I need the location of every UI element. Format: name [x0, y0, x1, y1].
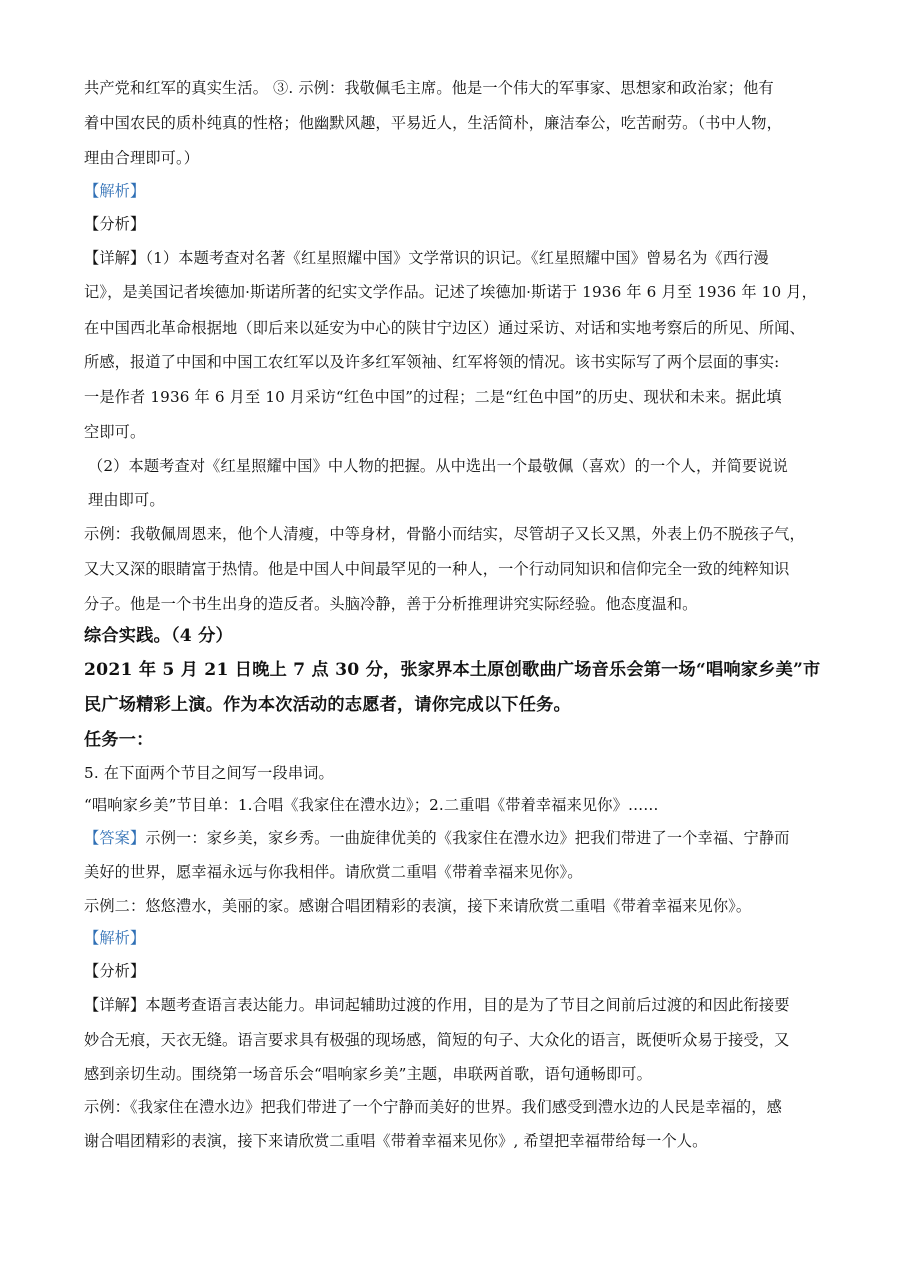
text-line: [84, 248, 844, 268]
text-line: [84, 995, 844, 1015]
detail-tag: 【详解】: [84, 249, 146, 267]
question-text: 5. 在下面两个节目之间写一段串词。: [84, 764, 334, 782]
text-line: 妙合无痕，天衣无缝。语言要求具有极强的现场感，简短的句子、大众化的语言，既便听众易于接受，又: [84, 1031, 790, 1049]
section-heading: 综合实践。（4 分）: [84, 626, 233, 646]
text-span: 示例一：家乡美，家乡秀。一曲旋律优美的《我家住在澧水边》把我们带进了一个幸福、宁静而: [145, 829, 790, 847]
text-line: （2）本题考查对《红星照耀中国》中人物的把握。从中选出一个最敬佩（喜欢）的一个人，并简要说说: [88, 457, 788, 475]
detail-tag: 【详解】: [84, 996, 146, 1014]
text-line: 所感，报道了中国和中国工农红军以及许多红军领袖、红军将领的情况。该书实际写了两个层面的事实:: [84, 353, 780, 371]
text-span: 本题考查语言表达能力。串词起辅助过渡的作用，目的是为了节目之间前后过渡的和因此衔接要: [145, 996, 790, 1014]
answer-tag: 【答案】: [84, 829, 146, 847]
text-line: 在中国西北革命根据地（即后来以延安为中心的陕甘宁边区）通过采访、对话和实地考察后的所见、所闻、: [84, 319, 805, 337]
text-line: 分子。他是一个书生出身的造反者。头脑冷静，善于分析推理讲究实际经验。他态度温和。: [84, 595, 698, 613]
task-intro: 2021 年 5 月 21 日晚上 7 点 30 分，张家界本土原创歌曲广场音乐会第一场“唱响家乡美”市: [84, 660, 821, 680]
text-line: 示例二：悠悠澧水，美丽的家。感谢合唱团精彩的表演，接下来请欣赏二重唱《带着幸福来见你》。: [84, 897, 752, 915]
text-line: 共产党和红军的真实生活。 ③. 示例：我敬佩毛主席。他是一个伟大的军事家、思想家和政治家；他有: [84, 79, 774, 97]
text-line: 谢合唱团精彩的表演，接下来请欣赏二重唱《带着幸福来见你》, 希望把幸福带给每一个人。: [84, 1132, 708, 1150]
text-line: 又大又深的眼睛富于热情。他是中国人中间最罕见的一种人，一个行动同知识和信仰完全一致的纯粹知识: [84, 560, 790, 578]
text-line: 理由即可。: [88, 491, 165, 509]
text-line: 美好的世界，愿幸福永远与你我相伴。请欣赏二重唱《带着幸福来见你》。: [84, 863, 583, 881]
task-intro: 民广场精彩上演。作为本次活动的志愿者，请你完成以下任务。: [84, 695, 571, 715]
text-line: [84, 828, 844, 848]
text-line: 着中国农民的质朴纯真的性格；他幽默风趣，平易近人，生活简朴，廉洁奉公，吃苦耐劳。（书中人物，: [84, 114, 782, 132]
text-line: 一是作者 1936 年 6 月至 10 月采访“红色中国”的过程；二是“红色中国”的历史、现状和未来。据此填: [84, 388, 782, 406]
section-label: 【分析】: [84, 215, 146, 233]
task-heading: 任务一：: [84, 730, 154, 750]
text-line: 空即可。: [84, 423, 146, 441]
text-line: 示例：我敬佩周恩来，他个人清瘦，中等身材，骨骼小而结实，尽管胡子又长又黑，外表上仍不脱孩子气，: [84, 525, 805, 543]
analysis-tag: 【解析】: [84, 929, 146, 947]
analysis-tag: 【解析】: [84, 182, 146, 200]
text-line: 示例：《我家住在澧水边》把我们带进了一个宁静而美好的世界。我们感受到澧水边的人民是幸福的，感: [84, 1098, 782, 1116]
program-list: “唱响家乡美”节目单：1.合唱《我家住在澧水边》；2.二重唱《带着幸福来见你》……: [84, 796, 659, 814]
section-label: 【分析】: [84, 962, 146, 980]
text-span: （1）本题考查对名著《红星照耀中国》文学常识的识记。《红星照耀中国》曾易名为《西行漫: [145, 249, 769, 267]
text-line: 感到亲切生动。围绕第一场音乐会“唱响家乡美”主题，串联两首歌，语句通畅即可。: [84, 1065, 652, 1083]
text-line: 理由合理即可。）: [84, 149, 200, 167]
text-line: 记》，是美国记者埃德加·斯诺所著的纪实文学作品。记述了埃德加·斯诺于 1936 年 6 月至 1936 年 10 月，: [84, 283, 817, 301]
